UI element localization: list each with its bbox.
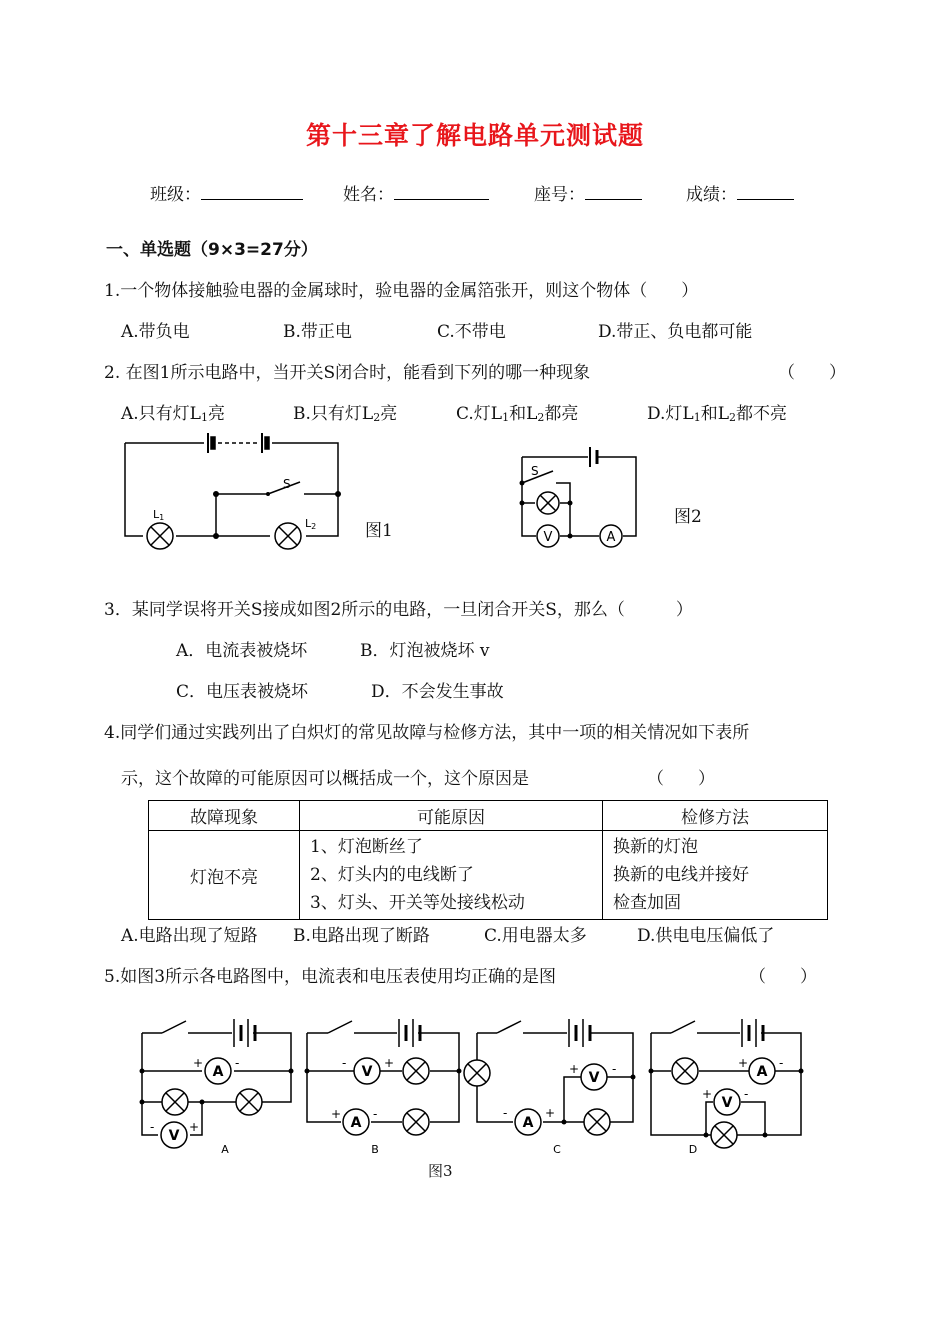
- polarity-minus: -: [612, 1062, 617, 1076]
- polarity-minus: -: [744, 1087, 749, 1101]
- table-cell-fixes: 换新的灯泡 换新的电线并接好 检查加固: [603, 831, 828, 920]
- polarity-plus: +: [738, 1056, 749, 1070]
- fig3-caption: 图3: [428, 1162, 453, 1180]
- fig1-caption: 图1: [365, 521, 393, 541]
- q4-option-a[interactable]: A.电路出现了短路: [121, 926, 258, 946]
- polarity-plus: +: [331, 1107, 342, 1121]
- polarity-minus: -: [373, 1107, 378, 1121]
- seat-field[interactable]: 座号：: [534, 180, 642, 205]
- q2-stem: 2. 在图1所示电路中，当开关S闭合时，能看到下列的哪一种现象: [104, 363, 591, 383]
- fig1-switch-label: S: [283, 477, 291, 491]
- table-cell-symptom: 灯泡不亮: [149, 831, 300, 920]
- polarity-plus: +: [189, 1120, 200, 1134]
- q1-option-d[interactable]: D.带正、负电都可能: [598, 322, 753, 342]
- table-header: 检修方法: [603, 801, 828, 831]
- fig3-label-a: A: [221, 1143, 229, 1156]
- fig1-lamp2-label: L2: [305, 517, 317, 531]
- fig1-lamp1-label: L1: [153, 508, 165, 522]
- q3-option-a[interactable]: A．电流表被烧坏: [176, 641, 308, 661]
- fig2-ammeter-label: A: [606, 530, 616, 545]
- fig3-b-ammeter-label: A: [350, 1115, 362, 1131]
- class-field[interactable]: 班级：: [150, 180, 303, 205]
- q1-stem: 1.一个物体接触验电器的金属球时，验电器的金属箔张开，则这个物体（ ）: [104, 281, 699, 301]
- q4-stem-line2: 示，这个故障的可能原因可以概括成一个，这个原因是: [121, 769, 529, 789]
- polarity-minus: -: [779, 1056, 784, 1070]
- polarity-plus: +: [545, 1106, 556, 1120]
- q4-option-b[interactable]: B.电路出现了断路: [293, 926, 430, 946]
- q4-option-c[interactable]: C.用电器太多: [484, 926, 587, 946]
- table-cell-causes: 1、灯泡断丝了 2、灯头内的电线断了 3、灯头、开关等处接线松动: [300, 831, 603, 920]
- table-header: 可能原因: [300, 801, 603, 831]
- q3-option-d[interactable]: D．不会发生事故: [371, 682, 504, 702]
- polarity-plus: +: [569, 1062, 580, 1076]
- q3-option-b[interactable]: B．灯泡被烧坏 v: [360, 641, 490, 661]
- table-header: 故障现象: [149, 801, 300, 831]
- polarity-minus: -: [235, 1056, 240, 1070]
- q2-option-c[interactable]: C.灯$L_1$和$L_2$都亮: [456, 404, 579, 424]
- q5-bracket: （ ）: [749, 967, 817, 987]
- section-heading: 一、单选题（9×3=27分）: [106, 240, 318, 260]
- q2-option-a[interactable]: A.只有灯$L_1$亮: [121, 404, 225, 424]
- polarity-plus: +: [702, 1087, 713, 1101]
- fig3-c-voltmeter-label: V: [588, 1070, 600, 1086]
- q4-bracket: （ ）: [647, 769, 715, 789]
- fig2-caption: 图2: [674, 507, 702, 527]
- fig3-b-voltmeter-label: V: [361, 1064, 373, 1080]
- name-field[interactable]: 姓名：: [343, 180, 489, 205]
- polarity-minus: -: [342, 1056, 347, 1070]
- q1-option-c[interactable]: C.不带电: [437, 322, 506, 342]
- fig3-a-voltmeter-label: V: [168, 1128, 180, 1144]
- polarity-plus: +: [193, 1056, 204, 1070]
- q4-option-d[interactable]: D.供电电压偏低了: [637, 926, 775, 946]
- q1-option-b[interactable]: B.带正电: [283, 322, 352, 342]
- q1-option-a[interactable]: A.带负电: [121, 322, 190, 342]
- q5-stem: 5.如图3所示各电路图中，电流表和电压表使用均正确的是图: [104, 967, 557, 987]
- polarity-minus: -: [503, 1106, 508, 1120]
- fig3-c-ammeter-label: A: [522, 1115, 534, 1131]
- q3-stem: 3．某同学误将开关S接成如图2所示的电路，一旦闭合开关S，那么（ ）: [104, 600, 693, 620]
- polarity-minus: -: [150, 1120, 155, 1134]
- q3-option-c[interactable]: C．电压表被烧坏: [176, 682, 309, 702]
- q2-option-b[interactable]: B.只有灯$L_2$亮: [293, 404, 398, 424]
- q2-option-d[interactable]: D.灯$L_1$和$L_2$都不亮: [647, 404, 788, 424]
- fig3-d-ammeter-label: A: [756, 1064, 768, 1080]
- score-field[interactable]: 成绩：: [686, 180, 794, 205]
- fig3-a-ammeter-label: A: [212, 1064, 224, 1080]
- fig3-label-b: B: [371, 1143, 379, 1156]
- fig2-switch-label: S: [531, 464, 539, 478]
- q4-stem-line1: 4.同学们通过实践列出了白炽灯的常见故障与检修方法，其中一项的相关情况如下表所: [104, 723, 750, 743]
- fig3-label-c: C: [553, 1143, 561, 1156]
- fig3-label-d: D: [688, 1143, 698, 1156]
- page-title: 第十三章了解电路单元测试题: [305, 121, 644, 150]
- q2-bracket: （ ）: [778, 363, 846, 383]
- fig2-voltmeter-label: V: [543, 530, 553, 545]
- polarity-plus: +: [384, 1056, 395, 1070]
- fig3-d-voltmeter-label: V: [721, 1095, 733, 1111]
